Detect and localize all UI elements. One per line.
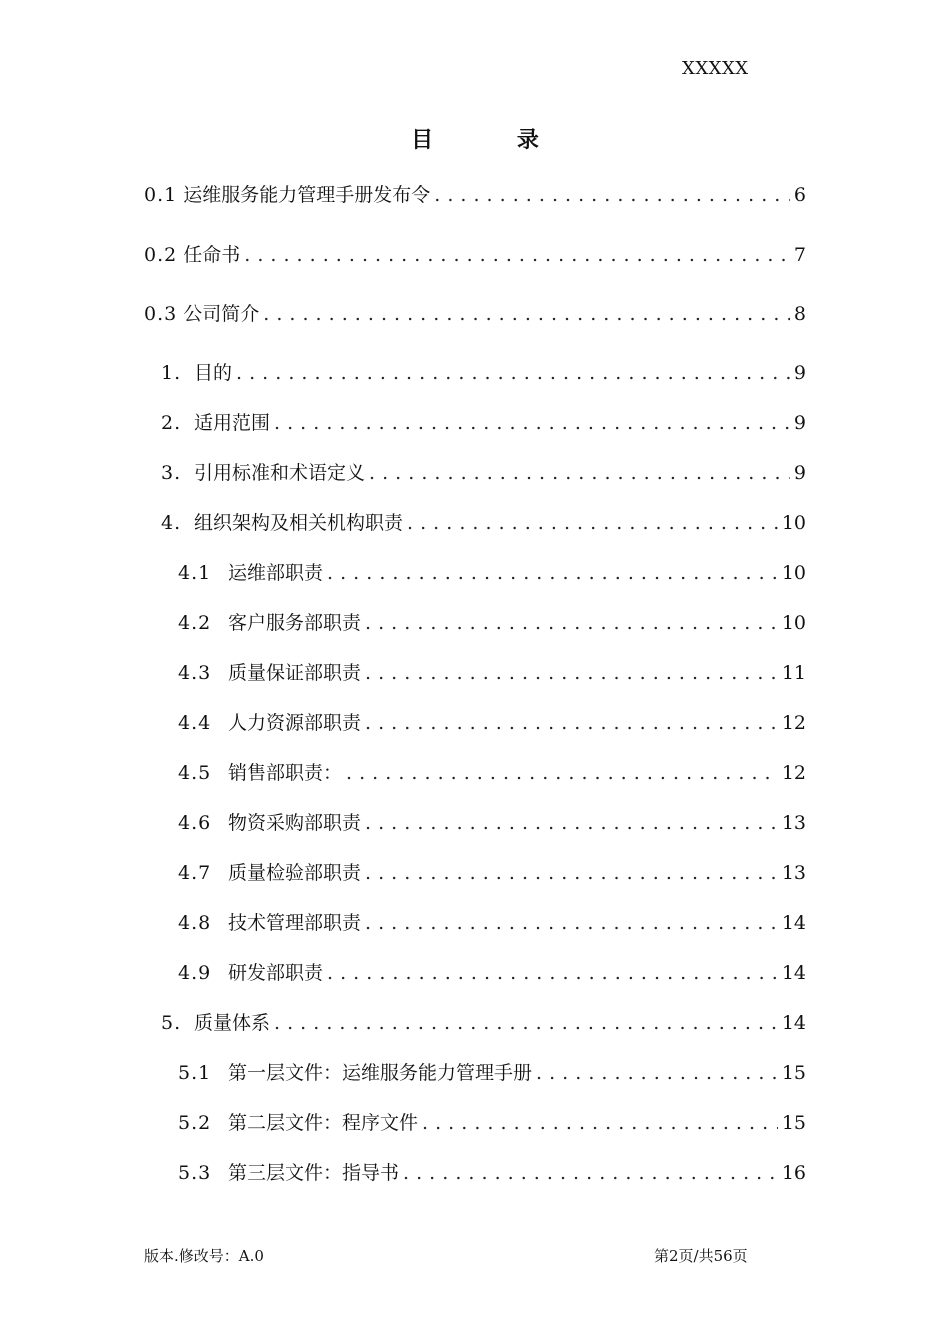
toc-entry-label: 客户服务部职责 [228,612,362,634]
toc-entry-label: 质量体系 [194,1012,271,1034]
toc-entry-number: 4.4 [178,712,212,734]
toc-entry-label: 物资采购部职责 [228,812,362,834]
toc-entry-number: 4.3 [178,662,212,684]
toc-entry-label: 第二层文件：程序文件 [228,1112,419,1134]
toc-entry[interactable] [178,608,806,638]
toc-dot-leader [361,708,778,738]
toc-entry-page: 10 [781,562,806,584]
toc-entry-number: 1. [161,362,182,384]
toc-entry-page: 6 [793,184,806,206]
toc-entry[interactable] [178,558,806,588]
toc-entry-page: 13 [781,812,806,834]
toc-entry-page: 10 [781,512,806,534]
toc-title: 目 录 [411,127,577,153]
toc-entry-page: 15 [781,1062,806,1084]
toc-dot-leader [323,558,778,588]
toc-entry-page: 11 [781,662,806,684]
toc-entry-page: 16 [781,1162,806,1184]
toc-entry[interactable] [178,958,806,988]
header-mark: XXXXX [682,58,749,79]
toc-entry[interactable] [178,858,806,888]
toc-entry-number: 4.1 [178,562,212,584]
toc-entry-label: 人力资源部职责 [228,712,362,734]
toc-entry[interactable] [144,240,806,270]
toc-entry[interactable] [161,458,806,488]
toc-dot-leader [430,180,790,210]
toc-entry-number: 5.1 [178,1062,212,1084]
toc-entry-number: 2. [161,412,182,434]
toc-dot-leader [259,299,790,329]
toc-entry-page: 9 [793,412,806,434]
toc-entry-label: 任命书 [183,244,241,266]
toc-entry[interactable] [161,358,806,388]
toc-entry-page: 9 [793,462,806,484]
toc-entry-number: 5.3 [178,1162,212,1184]
footer-page-info: 第2页/共56页 [654,1247,748,1265]
toc-entry[interactable] [178,1058,806,1088]
toc-entry-label: 运维部职责 [228,562,324,584]
toc-entry-label: 技术管理部职责 [228,912,362,934]
toc-entry-page: 15 [781,1112,806,1134]
toc-entry-label: 研发部职责 [228,962,324,984]
toc-entry[interactable] [178,808,806,838]
toc-entry-label: 目的 [194,362,233,384]
toc-entry-page: 10 [781,612,806,634]
toc-dot-leader [403,508,778,538]
toc-entry-page: 14 [781,1012,806,1034]
toc-entry[interactable] [178,658,806,688]
toc-dot-leader [361,908,778,938]
toc-entry-label: 运维服务能力管理手册发布令 [183,184,431,206]
toc-entry-number: 4.7 [178,862,212,884]
toc-entry[interactable] [178,708,806,738]
toc-entry[interactable] [178,758,806,788]
toc-entry-number: 4.8 [178,912,212,934]
toc-entry-number: 3. [161,462,182,484]
toc-entry[interactable] [178,1158,806,1188]
toc-entry[interactable] [144,180,806,210]
toc-dot-leader [532,1058,778,1088]
toc-entry[interactable] [144,299,806,329]
toc-entry-number: 0.2 [144,244,178,266]
toc-entry-page: 9 [793,362,806,384]
toc-entry[interactable] [161,408,806,438]
toc-entry-number: 4.9 [178,962,212,984]
toc-dot-leader [270,1008,778,1038]
toc-entry-label: 公司简介 [183,303,260,325]
toc-dot-leader [232,358,790,388]
toc-dot-leader [323,958,778,988]
footer-version: 版本.修改号：A.0 [144,1247,264,1265]
toc-entry-number: 0.1 [144,184,178,206]
toc-entry-label: 组织架构及相关机构职责 [194,512,404,534]
toc-entry-page: 14 [781,912,806,934]
toc-dot-leader [365,458,790,488]
toc-entry-label: 适用范围 [194,412,271,434]
toc-entry-page: 13 [781,862,806,884]
toc-entry[interactable] [161,1008,806,1038]
toc-dot-leader [270,408,790,438]
toc-dot-leader [361,858,778,888]
toc-entry-page: 14 [781,962,806,984]
toc-entry-number: 5. [161,1012,182,1034]
toc-entry-label: 质量保证部职责 [228,662,362,684]
toc-entry-number: 4. [161,512,182,534]
toc-entry[interactable] [161,508,806,538]
toc-dot-leader [361,608,778,638]
toc-dot-leader [361,808,778,838]
toc-entry-label: 销售部职责： [228,762,343,784]
toc-entry-number: 4.5 [178,762,212,784]
toc-entry-page: 7 [793,244,806,266]
toc-entry-number: 4.2 [178,612,212,634]
toc-entry-page: 12 [781,762,806,784]
toc-entry-page: 8 [793,303,806,325]
toc-dot-leader [342,758,778,788]
toc-dot-leader [240,240,790,270]
toc-entry-page: 12 [781,712,806,734]
toc-entry-number: 4.6 [178,812,212,834]
toc-entry[interactable] [178,908,806,938]
toc-entry-label: 质量检验部职责 [228,862,362,884]
toc-entry-number: 0.3 [144,303,178,325]
toc-entry[interactable] [178,1108,806,1138]
toc-entry-label: 第一层文件：运维服务能力管理手册 [228,1062,533,1084]
toc-dot-leader [399,1158,778,1188]
toc-entry-label: 引用标准和术语定义 [194,462,366,484]
toc-dot-leader [418,1108,778,1138]
toc-dot-leader [361,658,778,688]
toc-entry-number: 5.2 [178,1112,212,1134]
toc-entry-label: 第三层文件：指导书 [228,1162,400,1184]
